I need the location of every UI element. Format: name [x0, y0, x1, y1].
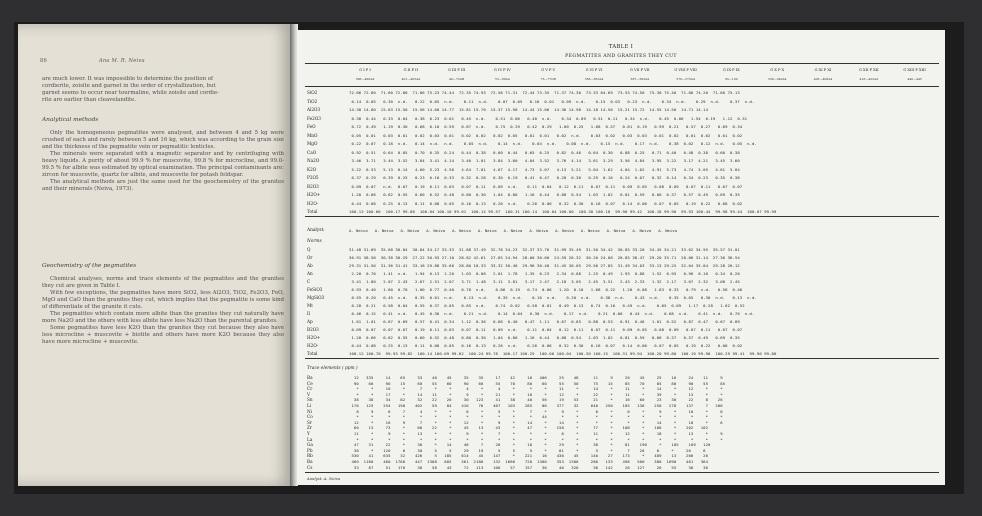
- oxide-row-values: 14.38 14.60 15.63 15.50 15.56 14.60 14.77 15.81 15.70 15.37 15.90 14.44 15.06 14.36 14.98 14.18 14.50 15.21 15.72 14.55 14.50 14.71 14.14: [349, 107, 709, 112]
- trace-row-values: 460 1160 460 1760 447 1308 605 561 2180 132 1660 720 1300 353 1306 280 133 496 500 380 1690 461 364: [349, 459, 709, 464]
- running-title: Ana M. R. Neiva: [98, 58, 145, 64]
- column-sample-ref: 396—400A4: [355, 77, 375, 81]
- column-header: G VII P VII: [630, 68, 650, 72]
- trace-row-label: Rb: [307, 453, 313, 459]
- oxide-row-label: K2O: [307, 166, 317, 172]
- column-sample-ref: 73—77GB: [540, 77, 556, 81]
- column-sample-ref: 387—393A4: [630, 77, 650, 81]
- column-header: G III P III: [447, 68, 466, 72]
- column-sample-ref: 401—405A4: [401, 77, 421, 81]
- trace-row-values: 11 * 9 * 13 * * 9 * 7 * * * 6 * 11 * 12 * 18 * 13 * 9: [349, 431, 723, 436]
- trace-row-label: Y: [307, 431, 310, 436]
- trace-row-values: * * 17 * 14 11 * 9 * 21 * 10 * 12 * 22 * 11 * 39 * 13 * *: [349, 391, 723, 397]
- column-header: G XI P XI: [814, 68, 832, 72]
- trace-row-label: Cs: [307, 464, 313, 470]
- trace-row-values: 90 60 90 15 60 55 60 90 60 55 70 80 60 55 50 75 15 85 70 85 80 90 55 85: [349, 380, 726, 386]
- trace-row-label: La: [307, 436, 313, 442]
- right-page-table: [297, 30, 945, 485]
- norm-row-values: 2.20 0.70 1.41 n.d. 1.94 0.13 1.20 1.03 0.08 2.01 1.78 1.35 0.23 2.34 0.88 1.25 0.49 1.93 0.88 1.52 0.95 0.96 0.10 0.34 0.20: [349, 271, 740, 276]
- trace-row-values: 530 41 635 32 426 5 185 614 45 147 * 221 16 430 45 140 27 173 * 489 13 266 26: [349, 453, 709, 459]
- oxide-row-label: H2O-: [307, 200, 319, 206]
- trace-row-values: * * 10 * 7 * * 4 * 4 * * * 11 * 14 * 11 * 14 * 12 * *: [349, 386, 723, 392]
- trace-row-values: * * * * * * * * * * * * 44 * * * * * * * * * * *: [349, 414, 723, 420]
- trace-row-label: Ba: [307, 459, 313, 464]
- trace-row-label: Zr: [307, 425, 312, 431]
- norm-row-values: 0.93 0.40 1.60 0.70 1.00 0.77 0.40 0.78 n.d. 0.86 0.19 0.74 0.06 1.20 0.10 1.68 0.22 1.20 0.08 1.83 0.33 0.79 n.d. 0.58 0.46: [349, 287, 743, 292]
- trace-row-values: 12 * 16 9 7 * * 12 * 9 * 14 * 14 * * * * * 14 * 18 * 6: [349, 419, 723, 425]
- oxide-row-values: 0.37 0.29 0.39 0.25 0.23 0.10 0.33 0.32 0.28 0.30 0.19 0.41 0.47 0.28 0.30 0.29 0.16 0.24 0.07 0.32 0.14 0.34 0.23 0.35 0.38: [349, 175, 740, 180]
- norm-row-label: H2O-: [307, 343, 319, 348]
- intro-line: rite are earlier than cleavelandite.: [42, 97, 137, 104]
- analyst-label: Analyst:: [307, 228, 325, 233]
- norm-row-label: Total: [307, 351, 318, 356]
- oxide-row-label: MgO: [307, 141, 318, 146]
- body-paragraph: The pegmatites which contain more albite than the granites they cut naturally have more Na2O and the others with less albite have less Na2O than the parental granites.: [42, 311, 284, 325]
- trace-row-label: Li: [307, 403, 312, 408]
- trace-row-values: * * * * * * * * * * * * * * * * * * * * * * * *: [349, 436, 723, 442]
- column-sample-ref: 40—72GB: [448, 77, 465, 81]
- norm-row-values: 0.09 0.07 0.07 0.07 0.19 0.11 0.03 0.07 0.11 0.09 n.d. 0.11 0.04 0.12 0.11 0.07 0.11 0.09 0.05 0.08 0.09 0.07 0.11 0.07 0.07: [349, 327, 743, 332]
- trace-row-values: 38 * 120 6 30 5 5 29 19 5 5 5 * 81 * 5 * 7 26 6 * 26 8: [349, 447, 706, 453]
- oxide-row-label: MnO: [307, 132, 318, 138]
- intro-line: are much lower. It was impossible to determine the position of: [42, 76, 214, 82]
- oxide-row-values: 0.05 0.01 0.03 0.01 0.02 0.03 0.01 0.02 0.02 0.02 0.05 0.01 0.01 0.02 n.d. 0.03 0.02 0.03 0.03 0.01 0.02 0.01 0.02 0.01 0.02: [349, 132, 743, 138]
- oxide-row-label: SiO2: [307, 90, 318, 95]
- column-header: G IX P IX: [723, 68, 740, 72]
- trace-row-values: 176 125 254 190 402 59 84 416 76 467 103 285 86 377 32 640 250 185 136 250 278 137 7 206: [349, 403, 723, 408]
- trace-row-label: Sr: [307, 419, 312, 425]
- norm-row-label: Mt: [307, 303, 313, 308]
- body-paragraph: The analytical methods are just the same used for the geochemistry of the granites and their minerals (Neiva, 1973).: [42, 179, 284, 193]
- column-header: G VI P VI: [585, 68, 603, 72]
- oxide-row-label: H2O+: [307, 192, 321, 197]
- oxide-row-values: 5.22 6.53 5.13 6.14 4.60 5.23 4.50 4.64 7.81 4.67 4.17 4.73 5.07 4.13 5.21 5.04 1.62 4.04 1.02 4.91 5.73 4.74 5.05 4.61 5.04: [349, 166, 740, 172]
- oxide-row-values: 0.92 0.51 0.64 0.05 0.70 0.35 0.24 0.44 0.38 0.60 0.44 0.65 0.25 0.82 0.46 0.64 0.30 0.88 0.25 0.71 0.40 0.48 0.38 0.60 0.38: [349, 149, 740, 155]
- body-paragraph: Chemical analyses, norms and trace elements of the pegmatites and the granites they cut are given in Table I.: [42, 276, 284, 290]
- column-header: G VIII P VIII: [674, 68, 697, 72]
- footnote-analyst: [307, 476, 340, 481]
- column-sample-ref: 358—363A4: [584, 77, 604, 81]
- trace-row-label: Ni: [307, 408, 313, 414]
- norm-row-values: 3.41 1.80 2.07 2.43 2.67 2.51 2.07 3.71 1.48 3.11 3.81 3.17 2.47 2.18 3.05 2.45 3.51 2.43 2.33 1.32 2.17 3.07 2.32 3.08 2.45: [349, 279, 740, 284]
- column-sample-ref: 440—445: [907, 77, 922, 81]
- column-header: G IV P IV: [494, 68, 511, 72]
- norm-row-values: 1.20 0.66 0.62 0.55 0.60 0.52 0.48 0.80 0.30 1.04 0.80 1.16 0.44 0.88 0.54 1.03 1.02 0.81 0.59 0.60 0.37 0.57 0.49 0.69 0.35: [349, 335, 740, 340]
- trace-row-values: 60 13 73 * 66 22 * 45 13 43 * 47 * 158 * 77 * 108 * 168 * 202 102: [349, 425, 709, 431]
- table-bottom-rule: [305, 472, 939, 473]
- oxide-row-values: 1.20 0.66 0.62 0.55 0.60 0.52 0.48 0.80 0.30 1.04 0.80 1.16 0.44 0.88 0.54 1.03 1.02 0.81 0.59 0.60 0.37 0.57 0.49 0.69 0.35: [349, 192, 740, 197]
- oxide-row-values: 3.46 3.71 3.44 3.52 3.84 3.41 4.14 3.40 1.01 3.84 3.60 4.04 3.52 3.76 4.14 3.61 3.29 3.56 4.84 3.95 3.22 3.17 4.21 3.45 3.60: [349, 158, 740, 163]
- table-title: TABLE I: [608, 44, 634, 50]
- trace-row-label: V: [307, 391, 311, 397]
- trace-row-label: Ba: [307, 375, 313, 380]
- column-header: G X P X: [770, 68, 785, 72]
- analyst-row: A. Neiva A. Neiva A. Neiva A. Neiva A. Neiva A. Neiva A. Neiva A. Neiva A. Neiva A. Neiva A. Neiva A. Neiva A. Neiva: [349, 228, 677, 233]
- oxide-row-label: Al2O3: [307, 107, 321, 112]
- trace-row-label: Sn: [307, 397, 313, 403]
- table-top-rule: [305, 63, 939, 64]
- oxide-row-values: 0.22 0.07 0.18 n.d. 0.14 n.d. n.d. 0.05 n.d. 0.14 n.d. 0.04 n.d. 0.08 n.d. 0.15 n.d. 0.17 n.d. 0.38 0.02 0.12 n.d. 0.05 n.d.: [349, 141, 757, 146]
- trace-row-values: 38 38 34 82 32 22 20 30 123 41 38 40 56 19 53 21 * 16 60 23 30 22 8 26: [349, 397, 723, 403]
- norm-row-values: 0.28 0.21 0.58 0.04 0.55 0.37 0.05 0.65 n.d. 0.74 0.02 0.58 0.01 0.49 0.13 0.74 0.10 0.49 n.d. 0.65 0.09 1.17 0.28 1.62 0.52: [349, 303, 745, 308]
- norm-row-label: Ab: [307, 263, 313, 268]
- norm-row-values: 29.31 31.50 31.36 31.41 33.16 29.88 35.60 28.80 18.33 33.32 30.46 29.96 30.48 31.45 30.05 29.56 27.85 31.49 34.03 33.13 29.25 32.04 35.04 29.28 26.12: [349, 263, 740, 268]
- column-header: G XIII P XIII: [903, 68, 926, 72]
- trace-row-values: 47 31 22 * 36 * 14 46 7 28 * 10 * 29 * 38 * 81 190 * 105 109 120: [349, 442, 711, 448]
- left-page: [18, 24, 293, 486]
- norm-row-label: Il: [307, 311, 310, 316]
- oxide-row-values: 0.44 0.08 0.25 0.13 0.11 0.08 0.05 0.16 0.13 0.26 n.d. 0.26 0.06 0.32 0.30 0.16 0.07 0.14 0.06 0.07 0.05 0.19 0.22 0.08 0.02: [349, 200, 743, 206]
- column-sample-ref: 338—340A4: [767, 77, 787, 81]
- trace-row-label: Ce: [307, 380, 313, 386]
- column-header: G XII P XII: [859, 68, 879, 72]
- oxide-row-label: P2O5: [307, 175, 319, 180]
- norm-row-values: 1.01 1.01 0.67 0.69 0.57 0.41 0.34 1.12 0.36 0.68 0.40 0.47 1.11 0.67 0.85 0.88 0.53 0.91 0.46 1.01 0.52 0.87 0.47 0.67 0.89: [349, 319, 740, 324]
- body-paragraph: Some pegmatites have less K2O than the granites they cut because they also have less microcline + muscovite + biotite and others have more K2O because they also have more microcline + muscovite.: [42, 325, 284, 346]
- table-subtitle: PEGMATITES AND GRANITES THEY CUT: [565, 54, 677, 59]
- norm-row-values: 31.48 31.69 35.68 36.84 30.84 34.17 33.33 31.88 37.49 32.78 34.23 32.37 33.76 31.99 35.49 31.50 34.42 30.85 33.20 34.45 34.21 33.62 34.95 35.57 31.01: [349, 247, 740, 252]
- oxide-row-label: Fe2O3: [307, 115, 321, 121]
- trace-row-values: 8 9 6 7 4 * * 6 * 5 * 7 * 9 * 6 * 6 * 9 * 10 * 8: [349, 408, 723, 414]
- oxide-row-values: 0.38 0.44 0.33 0.04 0.38 0.23 0.01 0.45 n.d. 0.51 0.06 0.40 n.d. 0.34 0.09 0.51 0.11 0.34 n.d. 0.45 0.06 1.54 0.19 1.12 0.31: [349, 115, 748, 121]
- oxide-row-label: CaO: [307, 149, 317, 155]
- analytical-methods-section: [42, 108, 284, 193]
- oxide-row-label: B2O3: [307, 183, 319, 189]
- section-heading: Analytical methods: [42, 117, 99, 123]
- section-heading: Geochemistry of the pegmatites: [42, 263, 137, 269]
- trace-row-label: Cr: [307, 386, 313, 392]
- norms-total-rule: [305, 358, 939, 359]
- norm-row-label: Q: [307, 247, 311, 252]
- column-sample-ref: 370—373A4: [676, 77, 695, 81]
- oxide-row-values: 0.72 0.49 1.19 0.30 0.68 0.10 0.59 0.87 n.d. 0.75 0.29 0.42 0.29 1.00 0.25 1.08 0.57 0.81 0.19 0.99 0.21 0.57 0.27 0.69 0.34: [349, 124, 743, 129]
- trace-row-label: Pb: [307, 447, 313, 453]
- norm-row-label: FeSiO3: [307, 287, 323, 292]
- norm-row-label: B2O3: [307, 327, 319, 332]
- oxide-row-values: 100.13 100.66 100.17 99.86 100.04 100.10 99.61 100.14 99.57 100.31 100.14 100.04 100.00 100.30 100.18 99.90 99.42 100.18 99.90 99.93 100.44 99.98 99.44 100.07 99.99: [349, 209, 777, 214]
- column-header: G II P II: [403, 68, 418, 72]
- total-rule: [305, 216, 939, 217]
- oxide-row-values: 0.09 0.07 n.d. 0.07 0.19 0.11 0.03 0.07 0.11 0.09 n.d. 0.11 0.04 0.12 0.11 0.07 0.11 0.09 0.05 0.08 0.09 0.07 0.11 0.07 0.07: [349, 183, 743, 189]
- column-sample-ref: 95—100: [725, 77, 738, 81]
- norm-row-label: An: [307, 271, 313, 276]
- norm-row-values: 0.46 0.15 0.41 n.d. 0.45 0.36 n.d. 0.21 n.d. 0.14 0.04 0.30 n.d. 0.17 n.d. 0.21 0.06 0.44 n.d. 0.68 n.d. 0.41 n.d. 0.70 n.d.: [349, 311, 755, 316]
- trace-heading: Trace elements ( ppm ): [307, 366, 358, 371]
- oxide-row-label: Na2O: [307, 158, 320, 163]
- body-paragraph: Only the homogeneous pegmatites were analysed, and between 4 and 5 kg were crushed of each and rarely between 5 and 16 kg, which was according to the grain size and the thickness of the pegmatite vein or pegmatitic lenticles.: [42, 130, 284, 151]
- column-sample-ref: 405—408A4: [813, 77, 833, 81]
- norm-row-values: 0.55 0.20 0.45 n.d. 0.35 0.01 n.d. 0.13 n.d. 0.35 n.d. 0.10 n.d. 0.20 n.d. 0.38 n.d. 0.43 n.d. 0.35 0.05 0.30 n.d. 0.13 n.d.: [349, 295, 757, 300]
- column-header: G V P V: [541, 68, 556, 72]
- column-header: G I P I: [359, 68, 371, 72]
- norm-row-label: Ap: [307, 319, 313, 324]
- norm-row-values: 30.91 38.58 30.38 36.29 27.22 30.93 27.10 28.82 42.61 27.65 24.94 28.00 30.00 24.59 26.32 30.20 24.08 28.85 38.47 29.20 33.71 28.06 31.14 27.30 36.54: [349, 255, 740, 260]
- oxide-row-label: TiO2: [307, 98, 318, 104]
- trace-row-values: 33 87 51 170 36 58 43 72 113 106 57 157 36 46 326 36 142 26 127 26 55 36 36: [349, 464, 709, 470]
- geochemistry-section: [42, 254, 284, 347]
- column-sample-ref: 55—60A4: [495, 77, 510, 81]
- norm-row-values: 0.44 0.08 0.25 0.13 0.11 0.08 0.05 0.16 0.13 0.26 n.d. 0.26 0.06 0.32 0.30 0.16 0.07 0.14 0.06 0.07 0.05 0.19 0.22 0.08 0.02: [349, 343, 743, 348]
- header-rule: [305, 86, 939, 87]
- column-sample-ref: 418—422A4: [859, 77, 879, 81]
- norms-heading: Norms: [307, 239, 322, 244]
- norm-row-values: 100.12 100.70 99.93 99.82 100.14 100.09 99.62 100.24 99.78 100.17 100.25 100.00 100.04 100.30 100.15 100.31 99.94 100.20 99.80 100.19 99.90 100.29 99.41 99.90 99.80: [349, 351, 777, 356]
- body-paragraph: With few exceptions, the pegmatites have more SiO2, less Al2O3, TiO2, Fe2O3, FeO, MgO and CaO than the granites they cut, which implies that the pegmatite is some kind of differentiate of the granite it cuts.: [42, 290, 284, 311]
- oxide-row-label: Total: [307, 209, 318, 214]
- intro-line: garnet seems to occur near tourmaline, while zoisite and cordie-: [42, 90, 219, 97]
- norm-row-label: Or: [307, 255, 313, 260]
- page-number: 86: [40, 58, 48, 64]
- norm-row-label: C: [307, 279, 311, 284]
- trace-row-values: 12 335 14 65 33 40 45 35 35 17 42 16 406 25 48 11 9 20 45 25 10 24 11 9: [349, 375, 723, 380]
- footnote-analyst-text: Analyst: A. Neiva: [307, 476, 341, 481]
- oxide-row-values: 0.14 0.05 0.30 n.d. 0.22 0.05 n.d. 0.11 n.d. 0.07 0.05 0.16 0.01 0.09 n.d. 0.15 0.03 0.23 n.d. 0.34 n.d. 0.29 n.d. 0.37 n.d.: [349, 98, 755, 104]
- oxide-row-values: 72.66 72.60 71.60 72.80 71.86 75.23 74.44 72.35 74.93 72.58 71.31 72.44 73.35 71.37 74.30 73.33 64.69 73.53 74.50 75.30 75.40 71.80 74.20 71.60 75.13: [349, 90, 740, 95]
- intro-paragraph: [42, 76, 284, 104]
- oxide-row-label: FeO: [307, 124, 316, 129]
- norm-row-label: MgSiO3: [307, 295, 325, 300]
- trace-row-label: Ga: [307, 442, 313, 448]
- intro-line: cordierite, zoisite and garnet in the order of crystallization, but: [42, 83, 216, 90]
- running-head: [40, 58, 145, 64]
- norm-row-label: H2O+: [307, 335, 321, 340]
- trace-row-label: Co: [307, 414, 313, 420]
- body-paragraph: The minerals were separated with a magnetic separator and by centrifuging with heavy liquids. A purity of about 99.9 % for muscovite, 99.8 % for microcline, and 99.0-99.5 % for albite was estimated by optical examination. The principal contaminants are: zircon for muscovite, quartz for albite, and muscovite for potash feldspar.: [42, 151, 284, 179]
